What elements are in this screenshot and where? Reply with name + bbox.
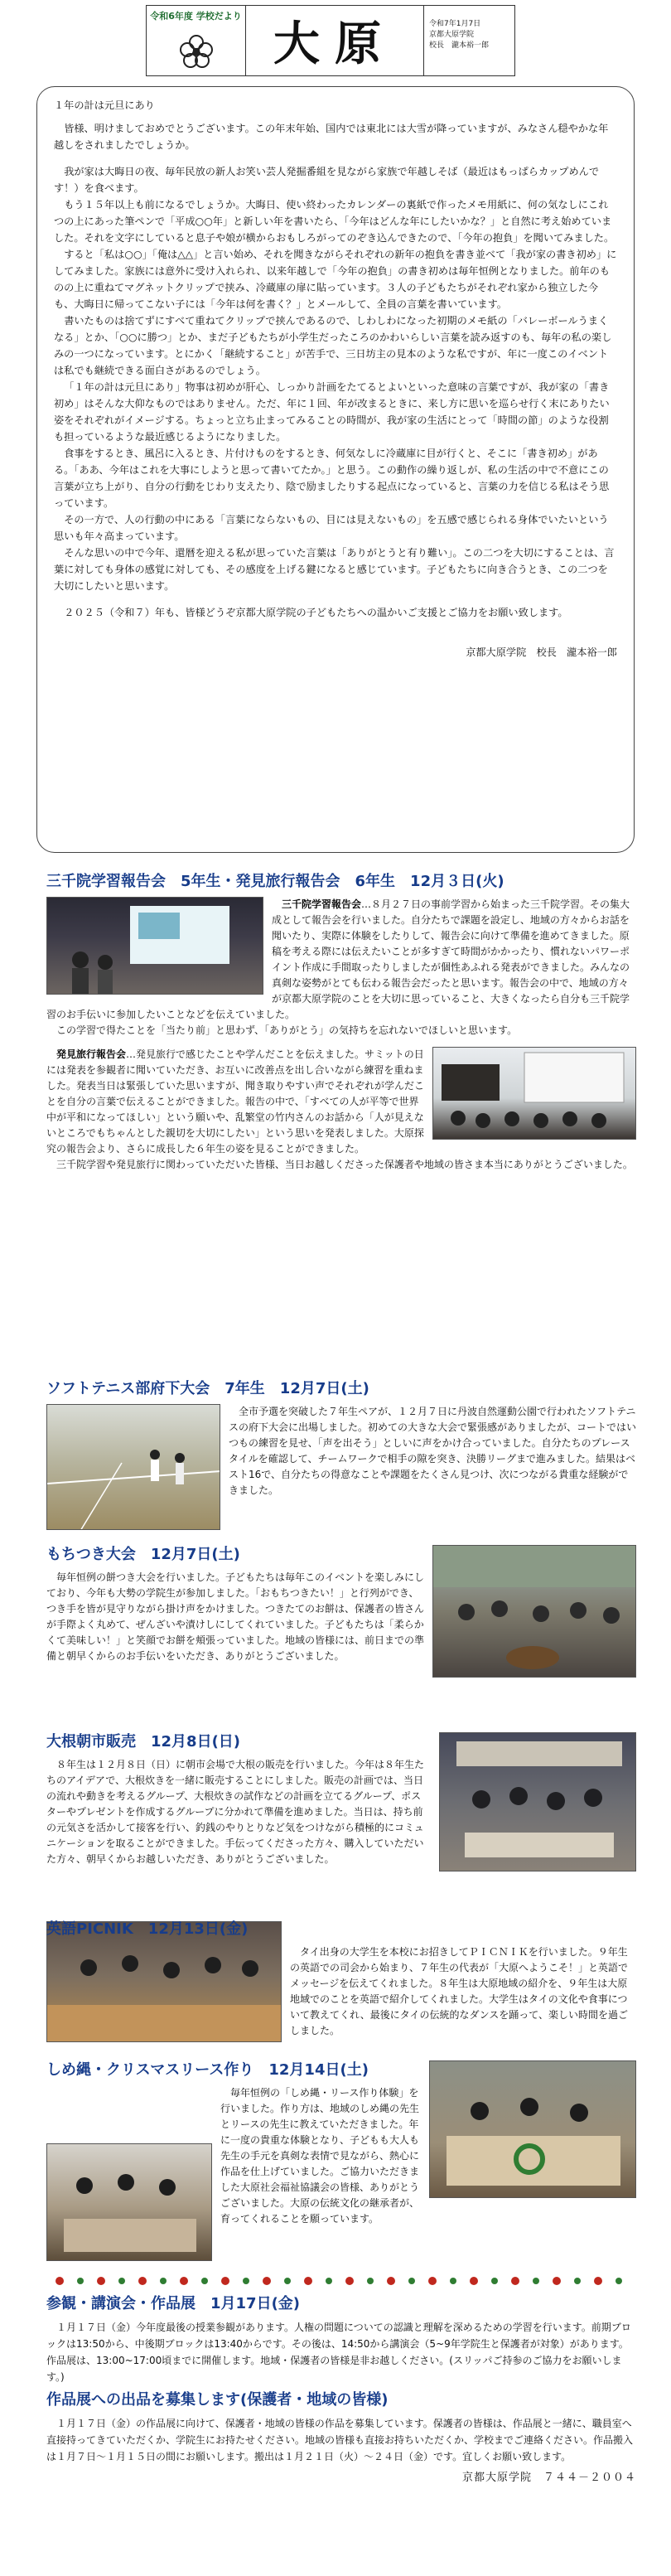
tennis-photo bbox=[46, 1404, 220, 1530]
letter-paragraph: 皆様、明けましておめでとうございます。この年末年始、国内では東北には大雪が降っていますが、みなさん穏やかな年越しをされましたでしょうか。 bbox=[54, 123, 609, 151]
ornament-dot bbox=[326, 2278, 332, 2284]
letter-heading: １年の計は元旦にあり bbox=[54, 99, 155, 111]
exhibit-call-text: １月１７日（金）の作品展に向けて、保護者・地域の皆様の作品を募集しています。保護者の皆様は、作品展と一緒に、職員室へ直接持ってきていただくか、学院生にお持たせください。地域の皆様も直接お持ちいただくか、学校までご連絡ください。作品搬入は１月７日～１月１５日の間にお願いします。搬出は１月２１日（火）～２４日（金）です。宜しくお願い致します。 bbox=[46, 2418, 634, 2462]
ornament-dot bbox=[491, 2278, 498, 2284]
letter-paragraph: もう１５年以上も前になるでしょうか。大晦日、使い終わったカレンダーの裏紙で作ったメモ用紙に、何の気なしにこれつの上にあった筆ペンで「平成○○年」と新しい年を書いたら、「今年はどんな年にしたいかな？」と自然に考え始めていました。それを文字にしていると息子や娘が横からおもしろがってのぞき込んできたので、「今年の抱負」を聞いてみました。 bbox=[54, 199, 615, 244]
ornament-dot bbox=[594, 2277, 602, 2285]
header-school: 京都大原学院 bbox=[429, 31, 475, 39]
section-title: 大根朝市販売 12月8日(日) bbox=[46, 1733, 241, 1750]
section-english-picnik bbox=[46, 1920, 636, 2046]
ornament-dot bbox=[201, 2278, 208, 2284]
hakken-thanks: 三千院学習や発見旅行に関わっていただいた皆様、当日お越しくださった保護者や地域の皆さま本当にありがとうございました。 bbox=[56, 1159, 633, 1170]
header-date: 令和7年1月7日 bbox=[429, 20, 481, 28]
hakken-lead: 発見旅行報告会 bbox=[56, 1048, 127, 1060]
section-daikon-market bbox=[46, 1732, 636, 1875]
ornament-dot bbox=[56, 2277, 64, 2285]
principal-letter bbox=[36, 86, 635, 853]
header-left-panel bbox=[147, 6, 246, 75]
tennis-text: 全市予選を突破した７年生ペアが、１２月７日に丹波自然運動公園で行われたソフトテニスの府下大会に出場しました。初めての大きな大会で緊張感がありましたが、コートではいつもの練習を見せ、「声を出そう」としいに声をかけ合っていました。自分たちのプレースタイルを確認して、チームワークで相手の隙を突き、決勝リーグまで進みました。結果はベスト16で、自分たちの得意なことや課題をたくさん見つけ、次につながる貴重な経験ができました。 bbox=[229, 1406, 637, 1496]
ornament-dot bbox=[533, 2278, 539, 2284]
ornament-dot bbox=[304, 2277, 312, 2285]
letter-paragraph: 我が家は大晦日の夜、毎年民放の新人お笑い芸人発掘番組を見ながら家族で年越しそば（最近はもっぱらカップめんです！）を食べます。 bbox=[54, 166, 600, 194]
section-open-class bbox=[46, 2294, 636, 2486]
sanzenin-lead: 三千院学習報告会 bbox=[282, 898, 362, 910]
ornament-dot bbox=[97, 2277, 105, 2285]
letter-closing: ２０２５（令和７）年も、皆様どうぞ京都大原学院の子どもたちへの温かいご支援とご協力をお願い致します。 bbox=[64, 607, 568, 618]
audience-photo bbox=[432, 1047, 636, 1140]
section-title: もちつき大会 12月7日(土) bbox=[46, 1546, 240, 1563]
newsletter-title: 大原 bbox=[273, 17, 396, 71]
ornament-dot bbox=[428, 2277, 437, 2285]
newsletter-footer: 京都大原学院 ７４４－２００４ bbox=[461, 2472, 636, 2484]
ornament-dot bbox=[511, 2277, 519, 2285]
section-title: しめ縄・クリスマスリース作り 12月14日(土) bbox=[46, 2061, 369, 2079]
ornament-dot bbox=[553, 2277, 561, 2285]
section-wreath-making bbox=[46, 2060, 636, 2264]
header-info bbox=[423, 6, 514, 75]
letter-paragraph: すると「私は○○」「俺は△△」と言い始め、それを聞きながらそれぞれの新年の抱負を書き並べて「我が家の書き初め」にしてみました。家族には意外に受け入れられ、以来年越しで「今年の抱負」の書き初めは毎年恒例となりました。前年のものの上に重ねてマグネットクリップで挟み、冷蔵庫の扉に貼っています。３人の子どもたちがそれぞれ家から独立した今も、大晦日に帰ってこない子には「今年は何を書く？」とメールして、全員の言葉を書いています。 bbox=[54, 249, 617, 310]
section-title: 参観・講演会・作品展 1月17日(金) bbox=[46, 2295, 301, 2312]
ornament-dot bbox=[284, 2278, 291, 2284]
ornament-dot bbox=[221, 2277, 229, 2285]
section-title: 三千院学習報告会 5年生・発見旅行報告会 6年生 12月３日(火) bbox=[46, 873, 504, 890]
ornament-dot bbox=[345, 2277, 354, 2285]
ornament-dot bbox=[367, 2278, 374, 2284]
market-photo bbox=[439, 1732, 636, 1871]
ornament-dot bbox=[118, 2278, 125, 2284]
school-crest-icon bbox=[176, 32, 216, 72]
section-mochitsuki bbox=[46, 1545, 636, 1681]
ornament-dot bbox=[408, 2278, 415, 2284]
section-title: ソフトテニス部府下大会 7年生 12月7日(土) bbox=[46, 1380, 369, 1397]
mochitsuki-photo bbox=[432, 1545, 636, 1678]
ornament-dot bbox=[574, 2278, 581, 2284]
wreath-text: 毎年恒例の「しめ縄・リース作り体験」を行いました。作り方は、地域のしめ縄の先生とリースの先生に教えていただきました。年に一度の貴重な体験となり、子どもも大人も先生の手元を真剣な表情で見ながら、熱心に作品を仕上げていました。ご協力いただきました大原社会福祉協議会の皆様、ありがとうございました。大原の伝統文化の継承者が、育ってくれることを願っています。 bbox=[220, 2087, 420, 2225]
decorative-ornament-row bbox=[50, 2271, 630, 2291]
ornament-dot bbox=[387, 2277, 395, 2285]
ornament-dot bbox=[470, 2277, 478, 2285]
section-soft-tennis bbox=[46, 1379, 636, 1533]
sanzenin-text-2: この学習で得たことを「当たり前」と思わず、「ありがとう」の気持ちを忘れないでほしいと思います。 bbox=[56, 1024, 518, 1036]
ornament-dot bbox=[138, 2277, 147, 2285]
letter-paragraph: その一方で、人の行動の中にある「言葉にならないもの、目には見えないもの」を五感で感じられる身体でいたいという思いも年々高まっています。 bbox=[54, 514, 609, 542]
ornament-dot bbox=[77, 2278, 84, 2284]
section-title: 英語PICNIK 12月13日(金) bbox=[46, 1920, 249, 1938]
letter-paragraph: 食事をするとき、風呂に入るとき、片付けものをするとき、何気なしに冷蔵庫に目が行くと、そこに「書き初め」がある。「ああ、今年はこれを大事にしようと思って書いてたか。」と思う。この動作の繰り返しが、私の生活の中で不意にこの言葉が立ち上がり、自分の行動をじわり支えたり、陰で励ましたりする起点になっていると、言葉の力を信じる私はそう思っています。 bbox=[54, 448, 610, 509]
wreath-photo-right bbox=[429, 2060, 636, 2198]
header-principal: 校長 瀧本裕一郎 bbox=[429, 41, 490, 50]
letter-paragraph: 「１年の計は元旦にあり」物事は初めが肝心、しっかり計画をたてるとよいといった意味の言葉ですが、我が家の「書き初め」はそんな大仰なものではありません。ただ、年に１回、年が改まるときに、来し方に思いを巡らせ行く末にありたい姿をそれぞれがイメージする。ちょっと立ち止まってみることの時間が、我が家の生活にとって「時間の節」のような役割も担っているような最近感じるようになりました。 bbox=[54, 381, 610, 443]
section-sanzenin-report bbox=[46, 872, 636, 1173]
open-class-text: １月１７日（金）今年度最後の授業参観があります。人権の問題についての認識と理解を深めるための学習を行います。前期ブロックは13:50から、中後期ブロックは13:40からです。その後は、14:50から講演会（5~9年学院生と保護者が対象）があります。作品展は、13:00~17:00頃までに開催します。地域・保護者の皆様是非お越しください。(スリッパご持参のご協力をお願いします。) bbox=[46, 2322, 631, 2383]
letter-signature: 京都大原学院 校長 瀧本裕一郎 bbox=[466, 646, 617, 658]
section-title: 作品展への出品を募集します(保護者・地域の皆様) bbox=[46, 2391, 389, 2409]
picnik-text: タイ出身の大学生を本校にお招きしてＰＩＣＮＩＫを行いました。９年生の英語での司会から始まり、７年生の代表が「大原へようこそ！」と英語でメッセージを伝えてくれました。８年生は大原地域の紹介を、９年生は大原地域でのことを英語で紹介してくれました。大学生はタイの文化や食事について教えてくれ、最後にタイの伝統的なダンスを踊って、楽しい時間を過ごしました。 bbox=[290, 1946, 629, 2036]
presentation-photo bbox=[46, 897, 263, 995]
ornament-dot bbox=[615, 2278, 622, 2284]
header-badge: 令和6年度 学校だより bbox=[150, 11, 242, 22]
letter-paragraph: 書いたものは捨てずにすべて重ねてクリップで挟んであるので、しわしわになった初期のメモ紙の「バレーボールうまくなる」とか、「○○に勝つ」とか、まだ子どもたちが小学生だったころのかわいらしい言葉を読み返すのも、毎年の私の楽しみの一つになっています。とにかく「継続すること」が苦手で、三日坊主の見本のような私ですが、年に一度このイベントは私でも継続できる面白さがあるのでしょう。 bbox=[54, 315, 612, 376]
wreath-photo-left bbox=[46, 2143, 212, 2261]
ornament-dot bbox=[450, 2278, 456, 2284]
letter-paragraph: そんな思いの中で今年、還暦を迎える私が思っていた言葉は「ありがとうと有り難い」。この二つを大切にすることは、言葉に対しても身体の感覚に対しても、その感度を上げる鍵になると感じています。子どもたちに向き合うとき、この二つを大切にしたいと思います。 bbox=[54, 547, 615, 592]
ornament-dot bbox=[180, 2277, 188, 2285]
ornament-dot bbox=[160, 2278, 167, 2284]
sanzenin-text: …８月２７日の事前学習から始まった三千院学習。その集大成として報告会を行いました。自分たちで課題を設定し、地域の方々からお話を聞いたり、実際に体験をしたりして、報告会に向けて準備を進めてきました。原稿を考える際には伝えたいことが多すぎて時間がかかったり、慣れないパワーポイント作成に手間取ったりしましたが個性あふれる発表ができました。みんなの真剣な姿勢がとても伝わる報告会だったと思います。報告会の中で、地域の方々が京都大原学院のことを大切に思っていること、大きくなったら自分も三千院学習のお手伝いに参加したいことなどを伝えていました。 bbox=[46, 898, 630, 1020]
ornament-dot bbox=[263, 2277, 271, 2285]
market-text: ８年生は１２月８日（日）に朝市会場で大根の販売を行いました。今年は８年生たちのアイデアで、大根炊きを一緒に販売することにしました。販売の計画では、当日の流れや動きを考えるグループ、大根炊きの試作などの計画を立てるグループ、ポスターやプレゼントを作成するグループに分かれて準備を進めました。当日は、持ち前の元気さを活かして接客を行い、釣銭のやりとりなど気をつけながら積極的にコミュニケーションを取ることができました。手伝ってくださった方々、購入していただいた方々、朝早くからお越しいただき、ありがとうございました。 bbox=[46, 1759, 425, 1865]
ornament-dot bbox=[243, 2278, 249, 2284]
mochitsuki-text: 毎年恒例の餅つき大会を行いました。子どもたちは毎年このイベントを楽しみにしており、今年も大勢の学院生が参加しました。「おもちつきたい！」と行列ができ、つき手を皆が見守りながら掛け声をかけました。つきたてのお餅は、保護者の皆さんが手際よく丸めて、ぜんざいや漬けしにしてくれていました。子どもたちは「柔らかくて美味しい！」と笑顔でお餅を頬張っていました。地域の皆様には、前日までの準備と朝早くからのお手伝いをいただき、ありがとうございました。 bbox=[46, 1571, 425, 1662]
hakken-text: …発見旅行で感じたことや学んだことを伝えました。サミットの日には発表を参観者に聞いていただき、お互いに改善点を出し合いながら練習を重ねました。発表当日は緊張していた思いますが、聞き取りやすい声でそれぞれが学んだことを自分の言葉で伝えることができました。報告の中で、「すべての人が平等で世界中が平和になってほしい」という願いや、乱繁堂の竹内さんのお話から「人が見えないところでもちゃんとした親切を大切にしたい」という思いを発表しました。大原探究の報告会より、さらに成長した６年生の姿を見ることができました。 bbox=[46, 1048, 425, 1155]
newsletter-header bbox=[146, 5, 515, 76]
